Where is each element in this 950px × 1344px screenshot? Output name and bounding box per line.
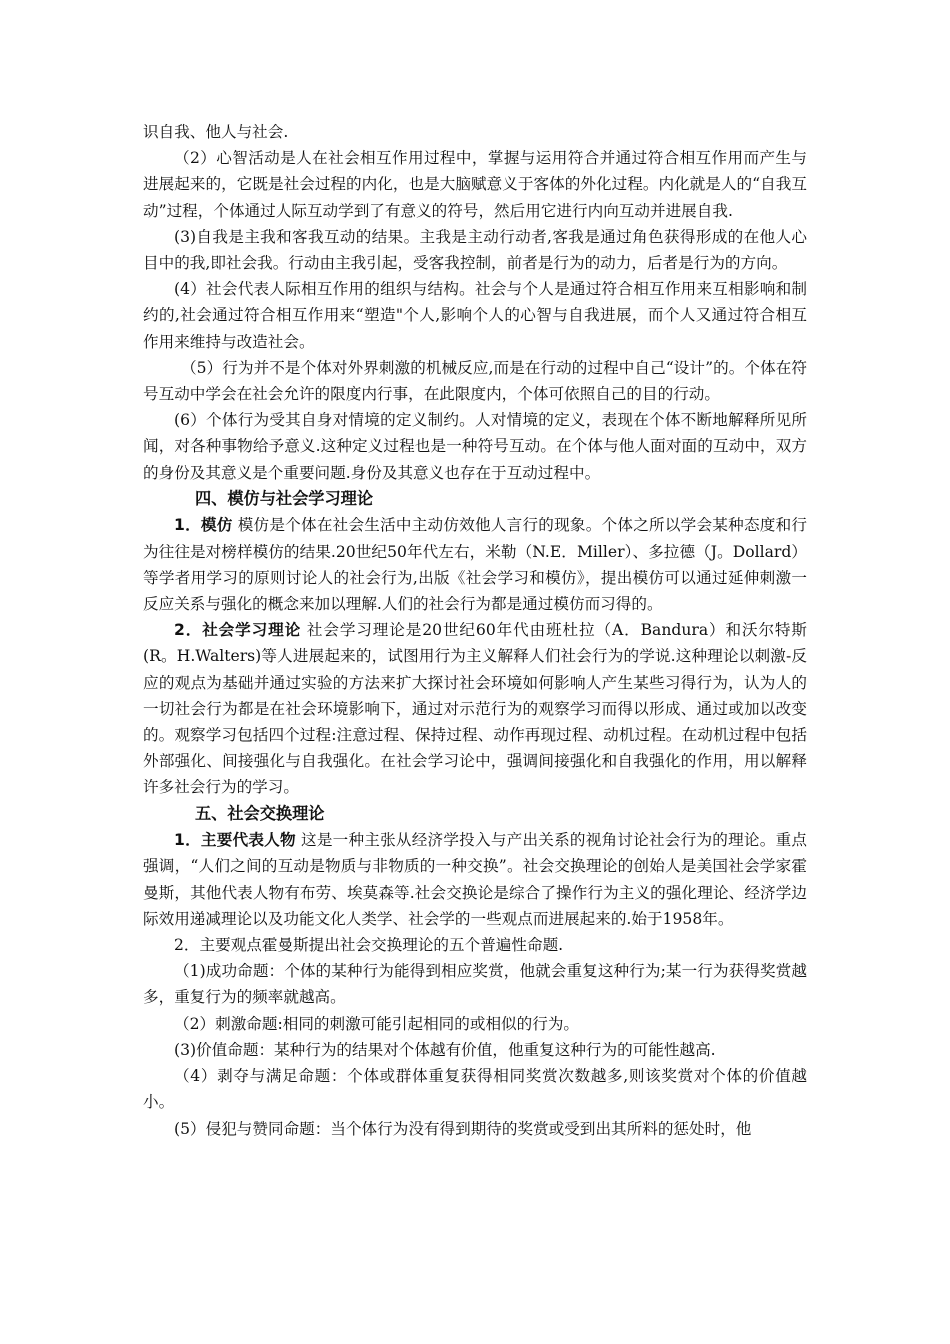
paragraph-point-4: (4）社会代表人际相互作用的组织与结构。社会与个人是通过符合相互作用来互相影响和制约的,社会通过符合相互作用来“塑造"个人,影响个人的心智与自我进展，而个人又通过符合相互作用来维持与改造社会。	[143, 280, 807, 351]
paragraph-imitation	[143, 512, 807, 617]
lead-imitation: 1．模仿	[174, 516, 233, 535]
proposition-deprivation: （4）剥夺与满足命题：个体或群体重复获得相同奖赏次数越多,则该奖赏对个体的价值越小。	[143, 1067, 807, 1112]
lead-representatives: 1．主要代表人物	[174, 831, 296, 850]
paragraph-representatives	[143, 827, 807, 932]
section-heading-exchange: 五、社会交换理论	[195, 803, 325, 823]
paragraph-continuation: 识自我、他人与社会.	[143, 123, 289, 141]
proposition-stimulus: （2）刺激命题:相同的刺激可能引起相同的或相似的行为。	[174, 1014, 580, 1033]
proposition-success: （1)成功命题：个体的某种行为能得到相应奖赏，他就会重复这种行为;某一行为获得奖赏越多，重复行为的频率就越高。	[143, 962, 807, 1007]
text-representatives: 这是一种主张从经济学投入与产出关系的视角讨论社会行为的理论。重点强调，“人们之间的互动是物质与非物质的一种交换”。社会交换理论的创始人是美国社会学家霍曼斯，其他代表人物有布劳、埃莫森等.社会交换论是综合了操作行为主义的强化理论、经济学边际效用递减理论以及功能文化人类学、社会学的一些观点而进展起来的.始于1958年。	[143, 831, 807, 928]
paragraph-point-2: （2）心智活动是人在社会相互作用过程中，掌握与运用符合并通过符合相互作用而产生与进展起来的，它既是社会过程的内化，也是大脑赋意义于客体的外化过程。内化就是人的“自我互动”过程，个体通过人际互动学到了有意义的符号，然后用它进行内向互动并进展自我.	[143, 149, 807, 220]
lead-social-learning: 2．社会学习理论	[174, 621, 302, 640]
paragraph-main-views: 2．主要观点霍曼斯提出社会交换理论的五个普遍性命题.	[174, 936, 564, 955]
text-social-learning: 社会学习理论是20世纪60年代由班杜拉（A．Bandura）和沃尔特斯(R。H.Walters)等人进展起来的，试图用行为主义解释人们社会行为的学说.这种理论以刺激-反应的观点为基础并通过实验的方法来扩大探讨社会环境如何影响人产生某些习得行为，认为人的一切社会行为都是在社会环境影响下，通过对示范行为的观察学习而得以形成、通过或加以改变的。观察学习包括四个过程:注意过程、保持过程、动作再现过程、动机过程。在动机过程中包括外部强化、间接强化与自我强化。在社会学习论中，强调间接强化和自我强化的作用，用以解释许多社会行为的学习。	[143, 621, 807, 797]
paragraph-point-5: （5）行为并不是个体对外界刺激的机械反应,而是在行动的过程中自己“设计”的。个体在符号互动中学会在社会允许的限度内行事，在此限度内，个体可依照自己的目的行动。	[143, 358, 807, 404]
document-body	[143, 119, 807, 1142]
paragraph-social-learning	[143, 617, 807, 800]
paragraph-point-3: (3)自我是主我和客我互动的结果。主我是主动行动者,客我是通过角色获得形成的在他人心目中的我,即社会我。行动由主我引起，受客我控制，前者是行为的动力，后者是行为的方向。	[143, 227, 807, 273]
section-heading-imitation: 四、模仿与社会学习理论	[195, 488, 374, 508]
proposition-aggression: (5）侵犯与赞同命题：当个体行为没有得到期待的奖赏或受到出其所料的惩处时，他	[174, 1119, 752, 1138]
text-imitation: 模仿是个体在社会生活中主动仿效他人言行的现象。个体之所以学会某种态度和行为往往是对榜样模仿的结果.20世纪50年代左右，米勒（N.E．Miller）、多拉德（J。Dollard）等学者用学习的原则讨论人的社会行为,出版《社会学习和模仿》，提出模仿可以通过延伸刺激一反应关系与强化的概念来加以理解.人们的社会行为都是通过模仿而习得的。	[143, 516, 807, 614]
paragraph-point-6: (6）个体行为受其自身对情境的定义制约。人对情境的定义，表现在个体不断地解释所见所闻，对各种事物给予意义.这种定义过程也是一种符号互动。在个体与他人面对面的互动中，双方的身份及其意义是个重要问题.身份及其意义也存在于互动过程中。	[143, 411, 807, 482]
proposition-value: (3)价值命题：某种行为的结果对个体越有价值，他重复这种行为的可能性越高.	[174, 1040, 716, 1059]
